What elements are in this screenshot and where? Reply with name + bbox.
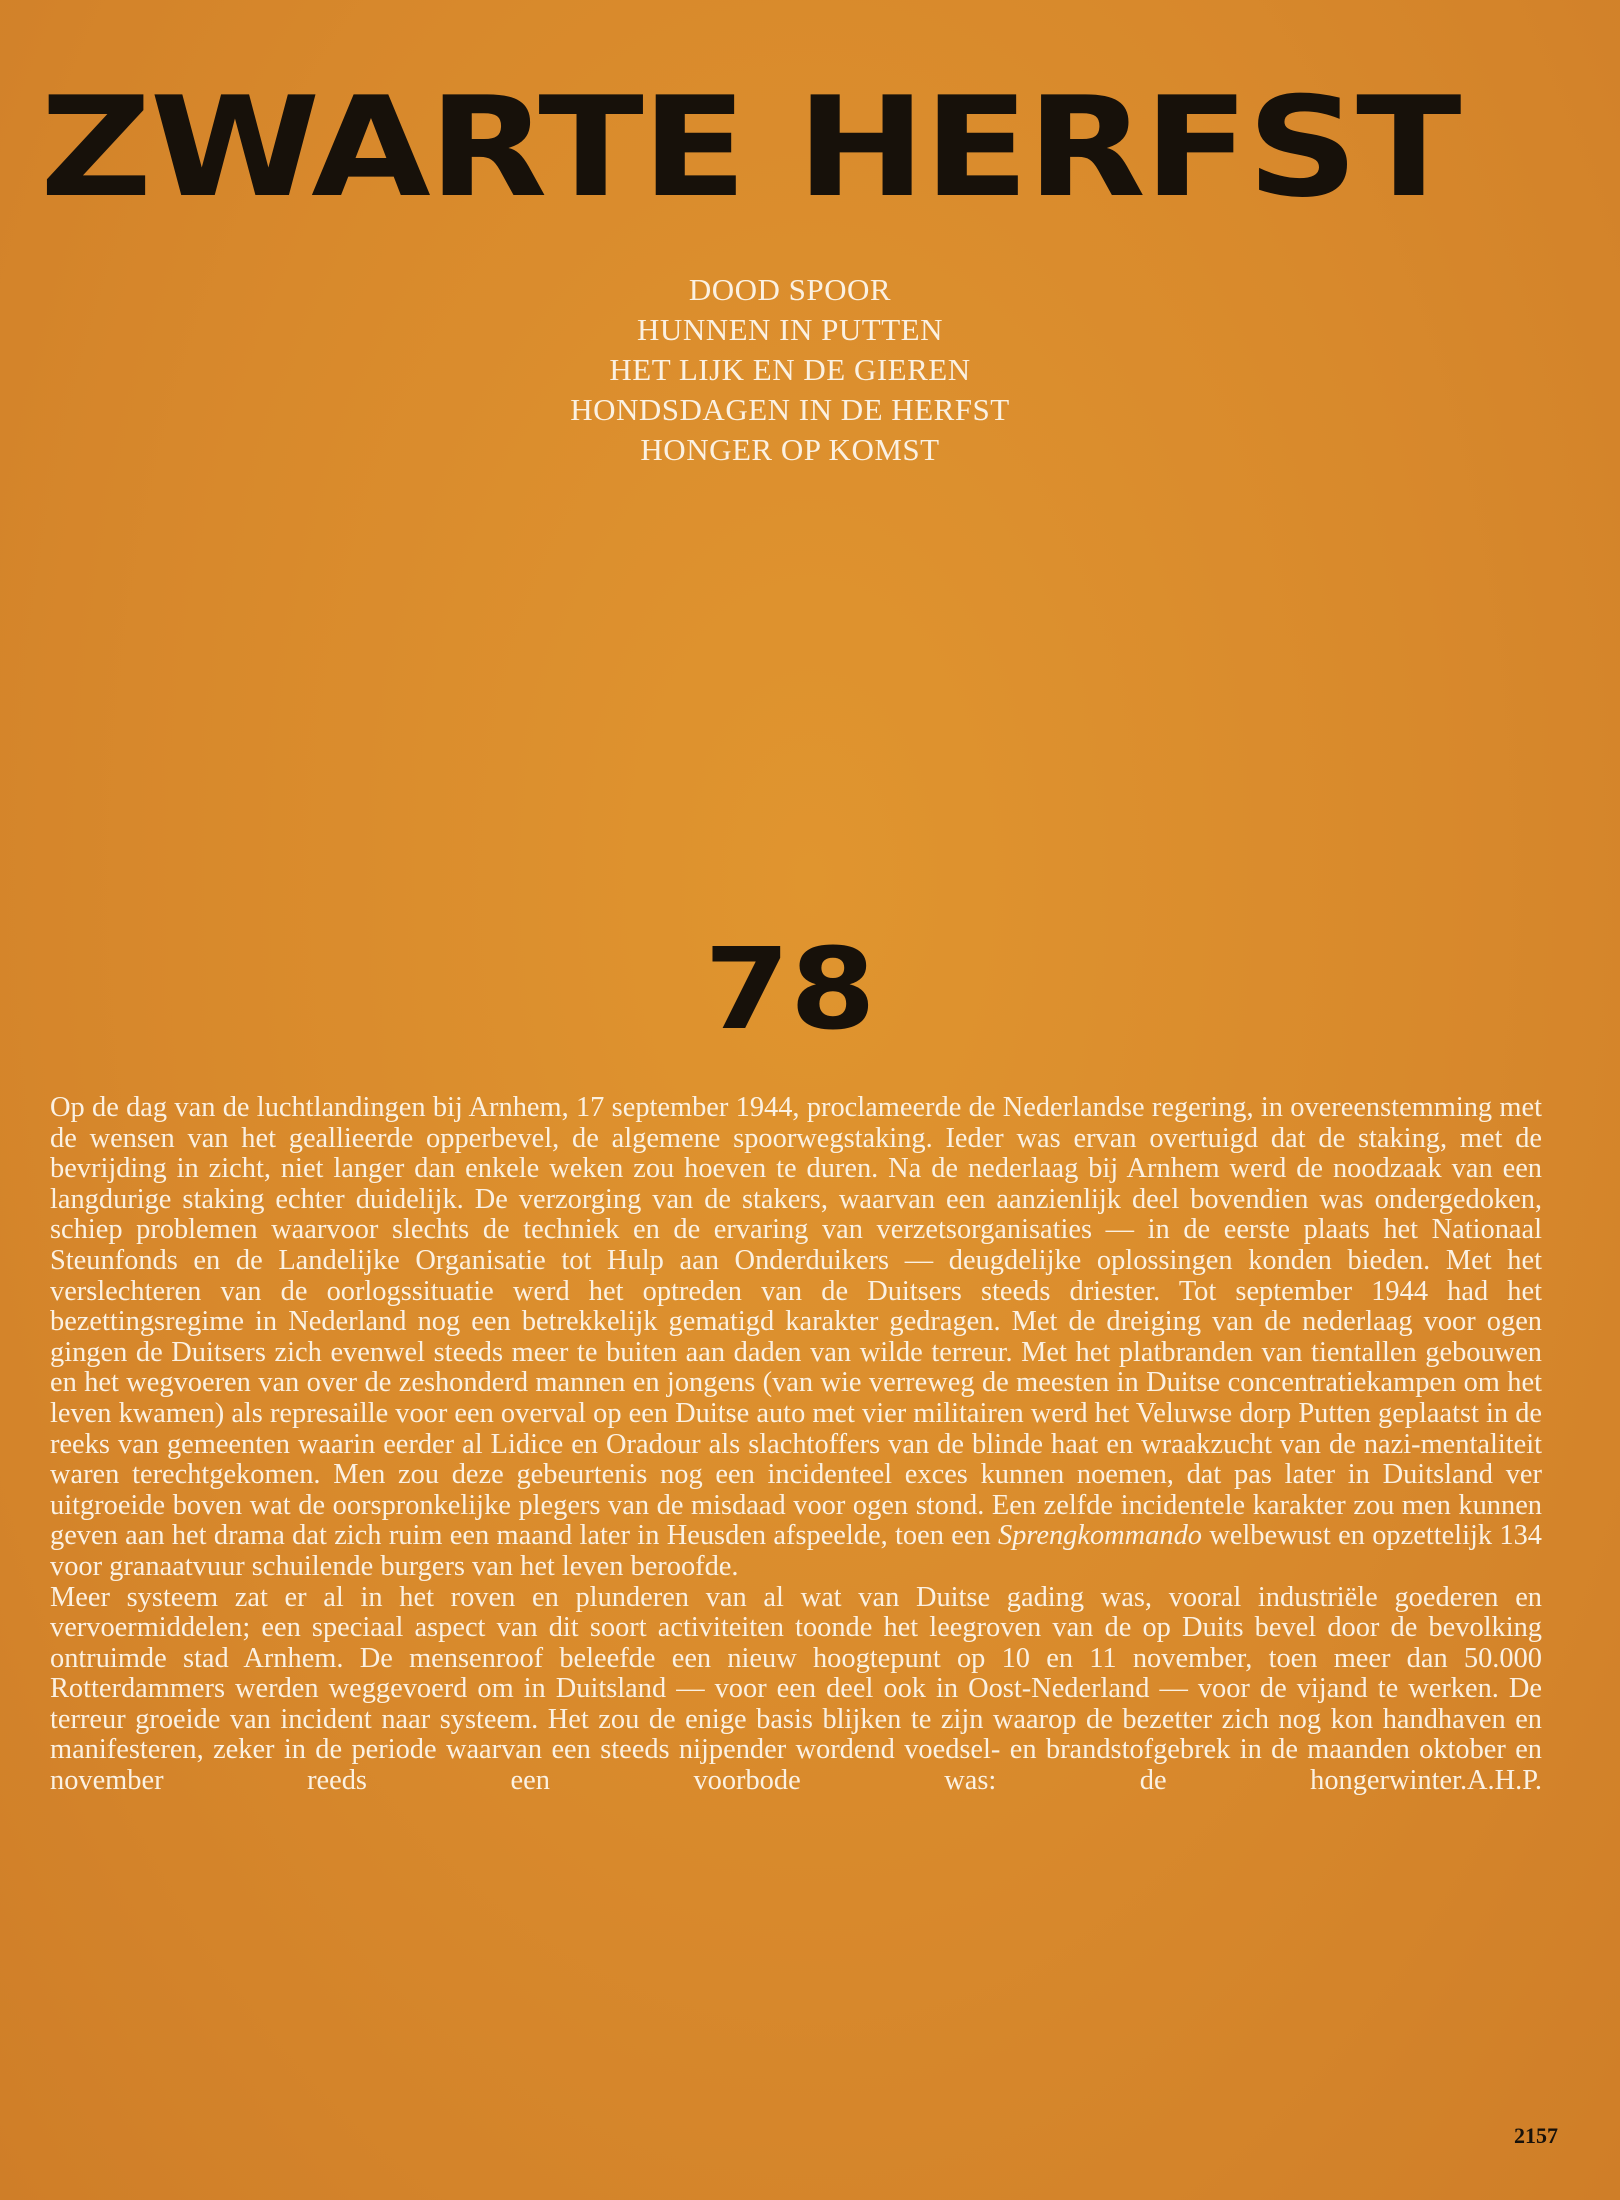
chapter-item: HONDSDAGEN IN DE HERFST bbox=[570, 392, 1010, 427]
chapter-item: DOOD SPOOR bbox=[688, 272, 892, 307]
paragraph-2-text: Meer systeem zat er al in het roven en plunderen van al wat van Duitse gading was, vooral industriële goederen en vervoermiddelen; een speciaal aspect van dit soort activiteiten toonde het leegroven van de op Duits bevel door de bevolking ontruimde stad Arnhem. De mensenroof beleefde een nieuw hoogtepunt op 10 en 11 november, toen meer dan 50.000 Rotterdammers werden weggevoerd om in Duitsland — voor een deel ook in Oost-Nederland — voor de vijand te werken. De terreur groeide van incident naar systeem. Het zou de enige basis blijken te zijn waarop de bezetter zich nog kon handhaven en manifesteren, zeker in de periode waarvan een steeds nijpender wordend voedsel- en brandstofgebrek in de maanden oktober en november reeds een voorbode was: de hongerwinter. bbox=[50, 1581, 1542, 1797]
chapter-list bbox=[0, 270, 1580, 470]
issue-number: 78 bbox=[704, 925, 876, 1055]
page-number: 2157 bbox=[1514, 2123, 1558, 2148]
paragraph-1 bbox=[50, 1093, 1542, 1583]
chapter-item: HONGER OP KOMST bbox=[640, 432, 940, 467]
paragraph-2 bbox=[50, 1583, 1542, 1797]
author-initials: A.H.P. bbox=[1467, 1765, 1542, 1797]
magazine-title: ZWARTE HERFST bbox=[40, 67, 1460, 228]
introduction-text bbox=[50, 1093, 1542, 1797]
italic-term: Sprengkommando bbox=[998, 1520, 1202, 1552]
paragraph-1-text: Op de dag van de luchtlandingen bij Arnhem, 17 september 1944, proclameerde de Nederlandse regering, in overeenstemming met de wensen van het geallieerde opperbevel, de algemene spoorwegstaking. Ieder was ervan overtuigd dat de staking, met de bevrijding in zicht, niet langer dan enkele weken zou hoeven te duren. Na de nederlaag bij Arnhem werd de noodzaak van een langdurige staking echter duidelijk. De verzorging van de stakers, waarvan een aanzienlijk deel bovendien was ondergedoken, schiep problemen waarvoor slechts de techniek en de ervaring van verzetsorganisaties — in de eerste plaats het Nationaal Steunfonds en de Landelijke Organisatie tot Hulp aan Onderduikers — deugdelijke oplossingen konden bieden. Met het verslechteren van de oorlogssituatie werd het optreden van de Duitsers steeds driester. Tot september 1944 had het bezettingsregime in Nederland nog een betrekkelijk gematigd karakter gedragen. Met de dreiging van de nederlaag voor ogen gingen de Duitsers zich evenwel steeds meer te buiten aan daden van wilde terreur. Met het platbranden van tientallen gebouwen en het wegvoeren van over de zeshonderd mannen en jongens (van wie verreweg de meesten in Duitse concentratiekampen om het leven kwamen) als represaille voor een overval op een Duitse auto met vier militairen werd het Veluwse dorp Putten geplaatst in de reeks van gemeenten waarin eerder al Lidice en Oradour als slachtoffers van de blinde haat en wraakzucht van de nazi-mentaliteit waren terechtgekomen. Men zou deze gebeurtenis nog een incidenteel exces kunnen noemen, dat pas later in Duitsland ver uitgroeide boven wat de oorspronkelijke plegers van de misdaad voor ogen stond. Een zelfde incidentele karakter zou men kunnen geven aan het drama dat zich ruim een maand later in Heusden afspeelde, toen een bbox=[50, 1092, 1542, 1552]
chapter-item: HUNNEN IN PUTTEN bbox=[637, 312, 943, 347]
paragraph-1-ending: welbewust en opzettelijk 134 voor granaatvuur schuilende burgers van het leven beroofde. bbox=[50, 1520, 1542, 1582]
chapter-item: HET LIJK EN DE GIEREN bbox=[609, 352, 971, 387]
